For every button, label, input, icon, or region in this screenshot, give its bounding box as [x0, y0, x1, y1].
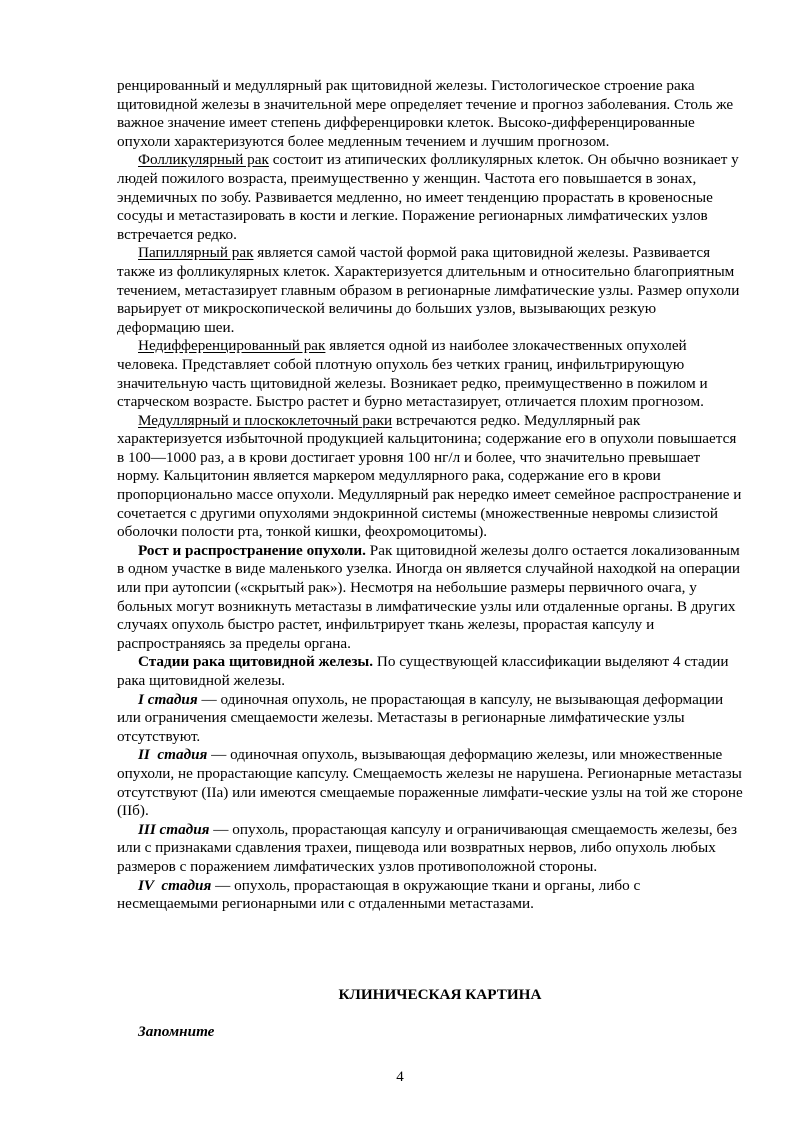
term-medullary-cancer: Медуллярный и плоскоклеточный раки — [138, 411, 393, 429]
paragraph-text: — опухоль, прорастающая капсулу и ограничивающая смещаемость железы, без или с признаками сдавления трахеи, пищевода или возвратных нервов, либо опухоль любых размеров с поражением лимфатических узлов противоположной стороны. — [117, 820, 737, 875]
heading-tumor-growth: Рост и распространение опухоли. — [138, 541, 366, 559]
section-heading-clinical-picture: КЛИНИЧЕСКАЯ КАРТИНА — [338, 986, 542, 1003]
paragraph-follicular-cancer — [117, 151, 743, 244]
label-stage-1: I стадия — [138, 690, 198, 708]
term-papillary-cancer: Папиллярный рак — [138, 244, 254, 262]
paragraph-stage-4 — [117, 877, 743, 914]
paragraph-text: состоит из атипических фолликулярных клеток. Он обычно возникает у людей пожилого возраста, преимущественно у женщин. Частота его повышается в зонах, эндемичных по зобу. Развивается медленно, но имеет тенденцию прорастать в кровеносные сосуды и метастазировать в кости и легкие. Поражение регионарных лимфатических узлов встречается редко. — [117, 151, 739, 243]
document-body — [117, 77, 743, 1040]
label-stage-2: II стадия — [138, 746, 208, 764]
term-follicular-cancer: Фолликулярный рак — [138, 151, 269, 169]
paragraph-text: — одиночная опухоль, не прорастающая в капсулу, не вызывающая деформации или ограничения смещаемости железы. Метастазы в регионарные лимфатические узлы отсутствуют. — [117, 690, 724, 745]
remember-label: Запомните — [138, 1023, 215, 1040]
paragraph-text: — опухоль, прорастающая в окружающие ткани и органы, либо с несмещаемыми регионарными или с отдаленными метастазами. — [117, 876, 641, 913]
label-stage-3: III стадия — [138, 820, 210, 838]
label-stage-4: IV стадия — [138, 876, 212, 894]
paragraph-tumor-growth — [117, 542, 743, 654]
paragraph-text: является самой частой формой рака щитовидной железы. Развивается также из фолликулярных клеток. Характеризуется длительным и относительно благоприятным течением, метастазирует главным образом в регионарные лимфатические узлы. Размер опухоли варьирует от микроскопической величины до больших узлов, вызывающих резкую деформацию шеи. — [117, 244, 740, 336]
paragraph-intro — [117, 77, 743, 151]
paragraph-text: Рак щитовидной железы долго остается локализованным в одном участке в виде маленького узелка. Иногда он является случайной находкой на операции или при аутопсии («скрытый рак»). Несмотря на небольшие размеры первичного очага, у больных могут возникнуть метастазы в лимфатические узлы или отдаленные органы. В других случаях опухоль быстро растет, инфильтрирует ткань железы, прорастая капсулу и распространяясь за пределы органа. — [117, 541, 741, 652]
paragraph-text: По существующей классификации выделяют 4 стадии рака щитовидной железы. — [117, 653, 729, 689]
paragraph-stage-3 — [117, 821, 743, 877]
page-number: 4 — [396, 1069, 404, 1085]
heading-stages: Стадии рака щитовидной железы. — [138, 653, 374, 671]
paragraph-text: ренцированный и медуллярный рак щитовидной железы. Гистологическое строение рака щитовидной железы в значительной мере определяет течение и прогноз заболевания. Столь же важное значение имеет степень дифференцировки клеток. Высоко-дифференцированные опухоли характеризуются более медленным течением и лучшим прогнозом. — [117, 77, 734, 150]
paragraph-text: является одной из наиболее злокачественных опухолей человека. Представляет собой плотную опухоль без четких границ, инфильтрирующую значительную часть щитовидной железы. Возникает редко, преимущественно в пожилом и старческом возрасте. Быстро растет и бурно метастазирует, отличается плохим прогнозом. — [117, 337, 708, 411]
paragraph-text: встречаются редко. Медуллярный рак характеризуется избыточной продукцией кальцитонина; содержание его в опухоли повышается в 100—1000 раз, а в крови достигает уровня 100 нг/л и более, что значительно превышает норму. Кальцитонин является маркером медуллярного рака, содержание его в крови пропорционально массе опухоли. Медуллярный рак нередко имеет семейное распространение и сочетается с другими опухолями эндокринной системы (множественные невромы слизистой оболочки полости рта, тонкой кишки, феохромоцитомы). — [117, 411, 742, 541]
term-undifferentiated-cancer: Недифференцированный рак — [138, 337, 326, 355]
paragraph-papillary-cancer — [117, 244, 743, 337]
paragraph-medullary-cancer — [117, 412, 743, 542]
paragraph-stage-1 — [117, 691, 743, 747]
paragraph-undifferentiated-cancer — [117, 337, 743, 411]
paragraph-text: — одиночная опухоль, вызывающая деформацию железы, или множественные опухоли, не прорастающие капсулу. Смещаемость железы не нарушена. Регионарные метастазы отсутствуют (IIа) или имеются смещаемые пораженные лимфати-ческие узлы на той же стороне (IIб). — [117, 746, 743, 820]
paragraph-stage-2 — [117, 746, 743, 820]
paragraph-stages — [117, 653, 743, 690]
